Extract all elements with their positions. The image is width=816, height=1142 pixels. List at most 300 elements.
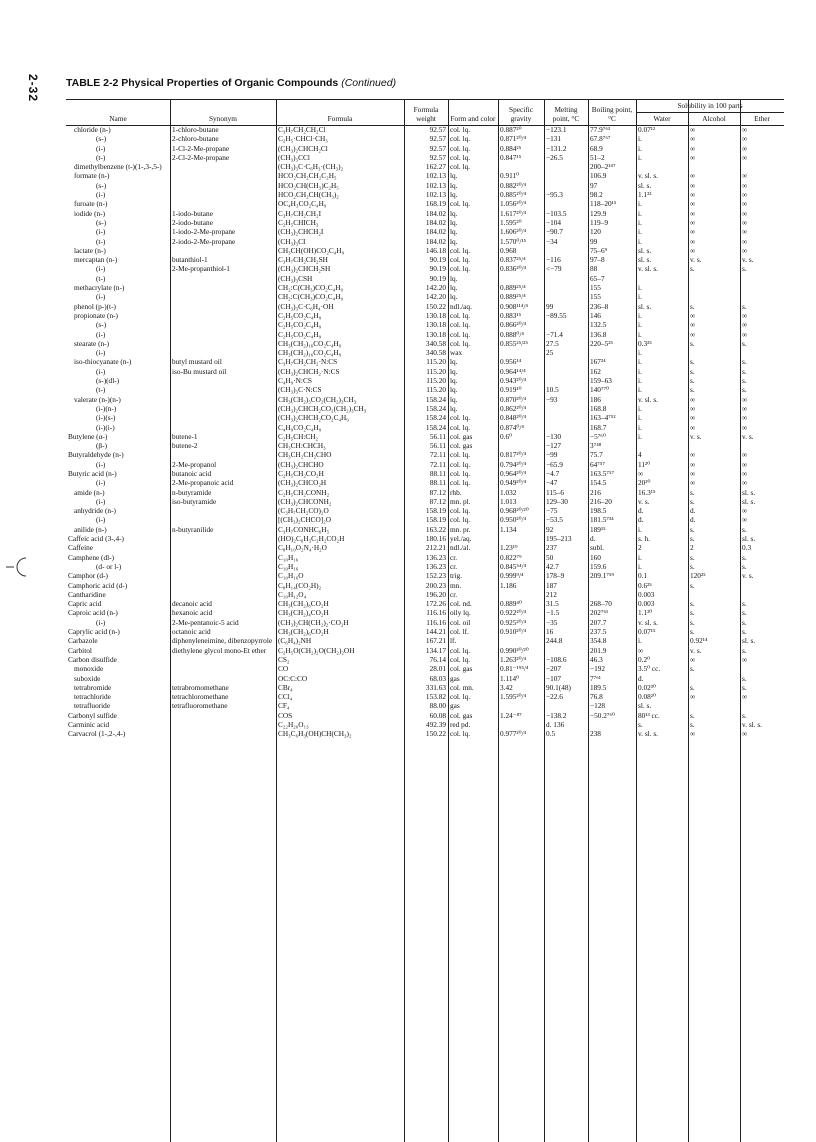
table-row xyxy=(66,469,784,478)
table-row xyxy=(66,460,784,469)
cell-ether: s. xyxy=(742,682,747,692)
table-row xyxy=(66,506,784,515)
cell-alcohol: ∞ xyxy=(690,217,696,227)
cell-form-color: lq. xyxy=(450,208,458,218)
cell-boiling-point: 118–20¹⁵ xyxy=(590,199,617,209)
cell-name: Butyraldehyde (n-) xyxy=(68,450,124,460)
cell-alcohol: ∞ xyxy=(690,329,696,339)
cell-form-color: rhb. xyxy=(450,487,462,497)
cell-water: i. xyxy=(638,320,642,330)
table-row xyxy=(66,664,784,673)
cell-formula: C₂H₅CH₂CONH₂ xyxy=(278,487,330,497)
cell-melting-point: 27.5 xyxy=(546,338,559,348)
cell-melting-point xyxy=(544,320,588,329)
cell-specific-gravity: 0.889²⁵/⁴ xyxy=(500,292,526,302)
cell-melting-point: 195–213 xyxy=(546,534,572,544)
cell-alcohol xyxy=(688,701,740,710)
table-row xyxy=(66,608,784,617)
cell-ether: ∞ xyxy=(742,310,748,320)
cell-synonym: 2-Me-pentanoic-5 acid xyxy=(172,617,239,627)
cell-alcohol: s. xyxy=(690,608,695,618)
cell-form-color: col. lq. xyxy=(450,515,471,525)
cell-synonym xyxy=(170,674,276,683)
cell-name: iso-thiocyanate (n-) xyxy=(74,357,132,367)
cell-synonym xyxy=(170,590,276,599)
cell-name: Cantharidine xyxy=(68,589,106,599)
cell-formula-weight: 492.39 xyxy=(425,720,446,729)
cell-melting-point xyxy=(544,171,588,180)
cell-specific-gravity: 0.919¹⁰ xyxy=(500,385,522,395)
cell-form-color: col. lq. xyxy=(450,422,471,432)
cell-formula: (C₃H₇CH₂CO)₂O xyxy=(278,506,329,516)
cell-melting-point: −103.5 xyxy=(546,208,567,218)
cell-boiling-point: 201.9 xyxy=(590,645,607,655)
cell-boiling-point: 67.8⁷⁶⁷ xyxy=(590,134,611,144)
cell-ether: ∞ xyxy=(742,478,748,488)
cell-name: formate (n-) xyxy=(74,171,110,181)
cell-formula-weight: 56.11 xyxy=(429,431,446,441)
cell-name: (i-) xyxy=(96,617,106,627)
cell-ether: ∞ xyxy=(742,217,748,227)
column-divider xyxy=(688,100,689,1142)
cell-name: (t-) xyxy=(96,385,106,395)
cell-ether: v. sl. s. xyxy=(742,720,763,729)
cell-ether: ∞ xyxy=(742,245,748,255)
cell-formula: (CH₃)₃CI xyxy=(278,236,306,246)
cell-specific-gravity: 0.845⁵⁴/⁴ xyxy=(500,561,527,571)
cell-form-color: lq. xyxy=(450,366,458,376)
cell-formula: HCO₂CH(CH₃)C₂H₅ xyxy=(278,180,339,190)
cell-specific-gravity: 0.922²⁰/⁴ xyxy=(500,608,527,618)
column-divider xyxy=(636,100,637,1142)
cell-synonym: 1-iodo-2-Me-propane xyxy=(172,227,236,237)
cell-formula: CH₃(CH₂)₁₆CO₂C₄H₉ xyxy=(278,338,342,348)
table-row xyxy=(66,162,784,171)
cell-boiling-point: 68.9 xyxy=(590,143,603,153)
cell-synonym: 2-Cl-2-Me-propane xyxy=(172,152,230,162)
cell-water: v. sl. s. xyxy=(638,171,659,181)
cell-name: (s-) xyxy=(96,217,107,227)
cell-synonym xyxy=(170,562,276,571)
cell-specific-gravity: 0.964¹⁴/⁴ xyxy=(500,366,526,376)
cell-formula: (CH₃)₃C·C₆H₃·(CH₃)₂ xyxy=(278,162,344,172)
cell-specific-gravity: 0.6⁰ xyxy=(500,431,513,441)
cell-synonym: tetrabromomethane xyxy=(172,682,229,692)
cell-specific-gravity xyxy=(498,720,544,729)
cell-synonym xyxy=(170,534,276,543)
cell-specific-gravity: 0.874⁰/⁴ xyxy=(500,422,524,432)
cell-formula: CO xyxy=(278,664,289,674)
cell-ether: ∞ xyxy=(742,329,748,339)
cell-boiling-point xyxy=(588,581,636,590)
cell-melting-point: −75 xyxy=(546,506,558,516)
cell-specific-gravity: 0.950²⁰/⁴ xyxy=(500,515,527,525)
cell-water: 20²⁰ xyxy=(638,478,651,488)
cell-specific-gravity: 1.032 xyxy=(500,487,517,497)
cell-melting-point: −123.1 xyxy=(546,125,567,134)
cell-melting-point xyxy=(544,274,588,283)
cell-melting-point: 244.8 xyxy=(546,636,563,646)
cell-ether: sl. s. xyxy=(742,636,756,646)
properties-table xyxy=(66,100,784,739)
cell-form-color: lq. xyxy=(450,376,458,386)
cell-form-color: lq. xyxy=(450,292,458,302)
cell-melting-point xyxy=(544,404,588,413)
cell-formula: C₃H₇CH₂CH₂SH xyxy=(278,255,328,265)
cell-water: sl. s. xyxy=(638,245,652,255)
cell-alcohol: 2 xyxy=(690,543,694,553)
cell-melting-point xyxy=(544,376,588,385)
cell-formula: (HO)₂C₆H₃C₂H₂CO₂H xyxy=(278,534,345,544)
header-formula: Formula xyxy=(327,114,353,123)
cell-water: 1.1²⁰ xyxy=(638,608,653,618)
cell-water: i. xyxy=(638,422,642,432)
cell-ether: v. s. xyxy=(742,571,754,581)
cell-formula: (CH₃)₂CHCH₂·N:CS xyxy=(278,366,340,376)
cell-name: (s-)(dl-) xyxy=(96,376,120,386)
cell-formula-weight: 180.16 xyxy=(425,534,446,544)
cell-synonym: n-butyramide xyxy=(172,487,212,497)
cell-boiling-point: 200–2¹⁴⁷ xyxy=(590,162,616,172)
cell-synonym: iso-butyramide xyxy=(172,496,217,506)
column-divider xyxy=(276,100,277,1142)
cell-ether: s. xyxy=(742,561,747,571)
cell-name: Capric acid xyxy=(68,599,102,609)
header-specific-gravity: Specific gravity xyxy=(509,105,533,123)
cell-specific-gravity: 0.836²⁰/⁴ xyxy=(500,264,527,274)
cell-water: v. s. xyxy=(638,496,650,506)
cell-name: (i-) xyxy=(96,143,106,153)
cell-formula: [(CH₃)₂CHCO]₂O xyxy=(278,515,332,525)
cell-formula-weight: 158.24 xyxy=(425,422,446,432)
cell-formula-weight: 142.20 xyxy=(425,292,446,302)
cell-water: i. xyxy=(638,236,642,246)
cell-formula-weight: 92.57 xyxy=(429,143,446,153)
cell-boiling-point: 220–5²⁵ xyxy=(590,338,613,348)
cell-form-color: col. mn. xyxy=(450,682,474,692)
cell-water: i. xyxy=(638,199,642,209)
cell-melting-point: 0.5 xyxy=(546,729,556,739)
cell-form-color: cr. xyxy=(450,589,458,599)
cell-formula-weight: 88.11 xyxy=(429,478,446,488)
cell-water: i. xyxy=(638,431,642,441)
cell-ether xyxy=(740,664,784,673)
cell-form-color: col. gas xyxy=(450,710,473,720)
cell-alcohol: s. xyxy=(690,524,695,534)
cell-ether: ∞ xyxy=(742,236,748,246)
cell-boiling-point: 51–2 xyxy=(590,152,605,162)
cell-specific-gravity: 0.837²⁵/⁴ xyxy=(500,255,526,265)
cell-ether: ∞ xyxy=(742,208,748,218)
table-row xyxy=(66,701,784,710)
column-divider xyxy=(588,100,589,1142)
cell-boiling-point: 202⁷⁶¹ xyxy=(590,608,609,618)
table-row xyxy=(66,339,784,348)
cell-melting-point: −93 xyxy=(546,394,558,404)
cell-water: v. sl. s. xyxy=(638,617,659,627)
cell-water: v. sl. s. xyxy=(638,264,659,274)
cell-alcohol xyxy=(688,674,740,683)
cell-alcohol: ∞ xyxy=(690,190,696,200)
table-row xyxy=(66,218,784,227)
cell-specific-gravity: 1.595²⁰/⁴ xyxy=(500,692,527,702)
cell-name: (i-) xyxy=(96,190,106,200)
cell-ether: ∞ xyxy=(742,199,748,209)
cell-formula-weight: 158.19 xyxy=(425,515,446,525)
cell-form-color: col. lq. xyxy=(450,143,471,153)
cell-alcohol: d. xyxy=(690,506,696,516)
cell-water: i. xyxy=(638,636,642,646)
cell-alcohol: ∞ xyxy=(690,310,696,320)
binder-hole-icon xyxy=(6,552,30,582)
cell-synonym xyxy=(170,506,276,515)
cell-boiling-point: 198.5 xyxy=(590,506,607,516)
cell-melting-point xyxy=(544,246,588,255)
cell-ether: ∞ xyxy=(742,413,748,423)
cell-formula: (CH₃)₂CHCO₂H xyxy=(278,478,327,488)
cell-specific-gravity xyxy=(498,534,544,543)
cell-formula: CH₃(CH₂)₆CO₂H xyxy=(278,627,329,637)
cell-formula: C₂H₅CO₂C₄H₉ xyxy=(278,329,322,339)
cell-boiling-point: 162 xyxy=(590,366,601,376)
cell-alcohol: ∞ xyxy=(690,422,696,432)
cell-specific-gravity: 0.794²⁰/⁴ xyxy=(500,459,527,469)
cell-name: (i-) xyxy=(96,348,106,358)
cell-specific-gravity: 0.81⁻¹⁹⁵/⁴ xyxy=(500,664,529,674)
cell-formula-weight: 167.21 xyxy=(425,636,446,646)
cell-formula-weight: 130.18 xyxy=(425,329,446,339)
cell-formula-weight: 87.12 xyxy=(429,496,446,506)
cell-name: (s-) xyxy=(96,180,107,190)
cell-synonym: hexanoic acid xyxy=(172,608,213,618)
cell-alcohol xyxy=(688,292,740,301)
cell-name: Butylene (α-) xyxy=(68,431,108,441)
table-row xyxy=(66,729,784,738)
cell-specific-gravity: 1.186 xyxy=(500,580,517,590)
cell-melting-point: −1.5 xyxy=(546,608,560,618)
header-solubility-group: Solubility in 100 parts xyxy=(636,100,784,113)
cell-melting-point: 90.1(48) xyxy=(546,682,571,692)
cell-melting-point: −207 xyxy=(546,664,562,674)
cell-ether: ∞ xyxy=(742,394,748,404)
cell-specific-gravity: 0.910²⁰/⁴ xyxy=(500,627,527,637)
cell-ether: sl. s. xyxy=(742,496,756,506)
cell-formula-weight: 184.02 xyxy=(425,217,446,227)
cell-name: (β-) xyxy=(96,441,108,451)
cell-formula-weight: 150.22 xyxy=(425,729,446,739)
cell-name: Caffeine xyxy=(68,543,93,553)
cell-formula: C₂H₅CH₂CO₂H xyxy=(278,468,324,478)
cell-alcohol: ∞ xyxy=(690,152,696,162)
cell-name: mercaptan (n-) xyxy=(74,255,118,265)
cell-formula-weight: 90.19 xyxy=(429,255,446,265)
cell-alcohol: s. xyxy=(690,366,695,376)
cell-name: (i-) xyxy=(96,366,106,376)
cell-form-color: col. lq. xyxy=(450,329,471,339)
cell-specific-gravity: 1.617²⁰/⁴ xyxy=(500,208,527,218)
cell-ether: v. s. xyxy=(742,255,754,265)
cell-melting-point: −89.55 xyxy=(546,310,567,320)
cell-name: monoxide xyxy=(74,664,104,674)
cell-name: anhydride (n-) xyxy=(74,506,116,516)
cell-formula: C₁₀H₁₆ xyxy=(278,561,299,571)
cell-melting-point: −95.3 xyxy=(546,190,563,200)
header-boiling-point: Boiling point, °C xyxy=(591,105,633,123)
cell-water: 0.07¹² xyxy=(638,125,656,134)
cell-ether: s. xyxy=(742,599,747,609)
cell-formula: C₁₀H₁₆ xyxy=(278,552,299,562)
cell-name: Camphene (dl-) xyxy=(68,552,114,562)
cell-boiling-point: 120 xyxy=(590,227,601,237)
cell-specific-gravity: 0.885²⁰/⁴ xyxy=(500,190,527,200)
column-divider xyxy=(170,100,171,1142)
cell-formula: C₁₀H₁₂O₄ xyxy=(278,589,307,599)
cell-synonym xyxy=(170,190,276,199)
cell-formula-weight: 196.20 xyxy=(425,589,446,599)
cell-synonym xyxy=(170,162,276,171)
cell-name: (t-) xyxy=(96,236,106,246)
cell-name: chloride (n-) xyxy=(74,125,111,134)
cell-boiling-point: 168.8 xyxy=(590,403,607,413)
table-title-continued: (Continued) xyxy=(341,77,397,89)
cell-formula-weight: 116.16 xyxy=(426,617,446,627)
cell-synonym: n-butyranilide xyxy=(172,524,214,534)
header-name: Name xyxy=(109,114,127,123)
cell-specific-gravity: 0.817²⁰/⁴ xyxy=(500,450,527,460)
table-row xyxy=(66,209,784,218)
cell-form-color: col. lq. xyxy=(450,162,471,172)
cell-synonym xyxy=(170,171,276,180)
cell-boiling-point: −128 xyxy=(590,701,606,711)
cell-name: (i-)(s-) xyxy=(96,413,116,423)
cell-synonym xyxy=(170,385,276,394)
cell-formula: CBr₄ xyxy=(278,682,293,692)
cell-form-color: lq. xyxy=(450,217,458,227)
cell-formula-weight: 168.19 xyxy=(425,199,446,209)
cell-formula-weight: 115.20 xyxy=(426,366,446,376)
cell-melting-point: 16 xyxy=(546,627,554,637)
cell-synonym xyxy=(170,376,276,385)
cell-specific-gravity xyxy=(498,162,544,171)
cell-water: d. xyxy=(638,506,644,516)
cell-form-color: lq. xyxy=(450,180,458,190)
table-row xyxy=(66,357,784,366)
cell-name: Carvacrol (1-,2-,4-) xyxy=(68,729,126,739)
cell-melting-point: 237 xyxy=(546,543,557,553)
cell-specific-gravity xyxy=(498,701,544,710)
cell-synonym: butene-2 xyxy=(172,441,198,451)
cell-name: dimethylbenzene (t-)(1-,3-,5-) xyxy=(74,162,162,172)
cell-formula-weight: 90.19 xyxy=(429,264,446,274)
cell-melting-point xyxy=(544,423,588,432)
cell-boiling-point: 98.2 xyxy=(590,190,603,200)
cell-form-color: lq. xyxy=(450,357,458,367)
cell-form-color: col. lq. xyxy=(450,478,471,488)
cell-formula-weight: 184.02 xyxy=(425,208,446,218)
table-row xyxy=(66,264,784,273)
cell-melting-point xyxy=(544,283,588,292)
cell-formula: CH₃(CH₂)₁₆CO₂C₄H₉ xyxy=(278,348,342,358)
cell-alcohol: ∞ xyxy=(690,227,696,237)
cell-ether: ∞ xyxy=(742,171,748,181)
cell-name: (d- or l-) xyxy=(96,561,122,571)
cell-form-color: col. lq. xyxy=(450,134,471,144)
cell-boiling-point: 159.6 xyxy=(590,561,607,571)
cell-formula-weight: 60.08 xyxy=(429,710,446,720)
cell-water: sl. s. xyxy=(638,180,652,190)
cell-melting-point: −26.5 xyxy=(546,152,563,162)
cell-melting-point xyxy=(544,292,588,301)
cell-formula-weight: 158.24 xyxy=(425,394,446,404)
cell-ether: ∞ xyxy=(742,692,748,702)
cell-formula: CH₃CH:CHCH₃ xyxy=(278,441,326,451)
cell-specific-gravity: 0.990²⁰/²⁰ xyxy=(500,645,529,655)
cell-form-color: col. lq. xyxy=(450,654,471,664)
cell-formula-weight: 158.24 xyxy=(425,403,446,413)
cell-synonym: 1-iodo-butane xyxy=(172,208,213,218)
cell-ether: s. xyxy=(742,357,747,367)
cell-melting-point: d. 136 xyxy=(546,720,565,729)
cell-water: 80¹³ cc. xyxy=(638,710,660,720)
cell-formula-weight: 92.57 xyxy=(429,134,446,144)
cell-formula: (CH₃)₃CCl xyxy=(278,152,310,162)
cell-boiling-point: 155 xyxy=(590,283,601,293)
cell-melting-point: 129–30 xyxy=(546,496,568,506)
cell-ether: s. xyxy=(742,673,747,683)
cell-formula-weight: 102.13 xyxy=(425,190,446,200)
cell-name: Caprylic acid (n-) xyxy=(68,627,120,637)
cell-form-color: col. lq. xyxy=(450,729,471,739)
cell-formula: (CH₃)₂CHCH₂Cl xyxy=(278,143,328,153)
table-row xyxy=(66,571,784,580)
cell-formula: CCl₄ xyxy=(278,692,293,702)
cell-form-color: yel./aq. xyxy=(450,534,472,544)
cell-synonym xyxy=(170,283,276,292)
cell-specific-gravity: 3.42 xyxy=(500,682,513,692)
cell-name: lactate (n-) xyxy=(74,245,106,255)
cell-form-color: mn. pl. xyxy=(450,496,471,506)
cell-boiling-point: 97–8 xyxy=(590,255,605,265)
cell-synonym xyxy=(170,515,276,524)
cell-formula: (CH₃)₂CHCH₂SH xyxy=(278,264,331,274)
table-row xyxy=(66,134,784,143)
cell-boiling-point: 354.8 xyxy=(590,636,607,646)
cell-melting-point: 10.5 xyxy=(546,385,559,395)
cell-alcohol: s. xyxy=(690,496,695,506)
cell-synonym xyxy=(170,339,276,348)
cell-synonym: tetrafluoromethane xyxy=(172,701,228,711)
cell-name: Carbonyl sulfide xyxy=(68,710,117,720)
cell-melting-point xyxy=(544,701,588,710)
cell-alcohol: ∞ xyxy=(690,413,696,423)
cell-formula: CH₃C₆H₃(OH)CH(CH₃)₂ xyxy=(278,729,352,739)
cell-ether: s. xyxy=(742,710,747,720)
cell-specific-gravity xyxy=(498,274,544,283)
cell-specific-gravity: 0.848²⁰/⁴ xyxy=(500,413,527,423)
cell-form-color: col. lq. xyxy=(450,320,471,330)
cell-form-color: col. lq. xyxy=(450,506,471,516)
cell-synonym xyxy=(170,246,276,255)
cell-water: i. xyxy=(638,348,642,358)
cell-melting-point: −35 xyxy=(546,617,558,627)
cell-formula-weight: 130.18 xyxy=(425,320,446,330)
cell-name: Carminic acid xyxy=(68,720,110,729)
cell-melting-point: −65.9 xyxy=(546,459,563,469)
cell-form-color: col. gas xyxy=(450,441,473,451)
cell-water: v. sl. s. xyxy=(638,729,659,739)
cell-name: tetrachloride xyxy=(74,692,111,702)
cell-water: i. xyxy=(638,283,642,293)
